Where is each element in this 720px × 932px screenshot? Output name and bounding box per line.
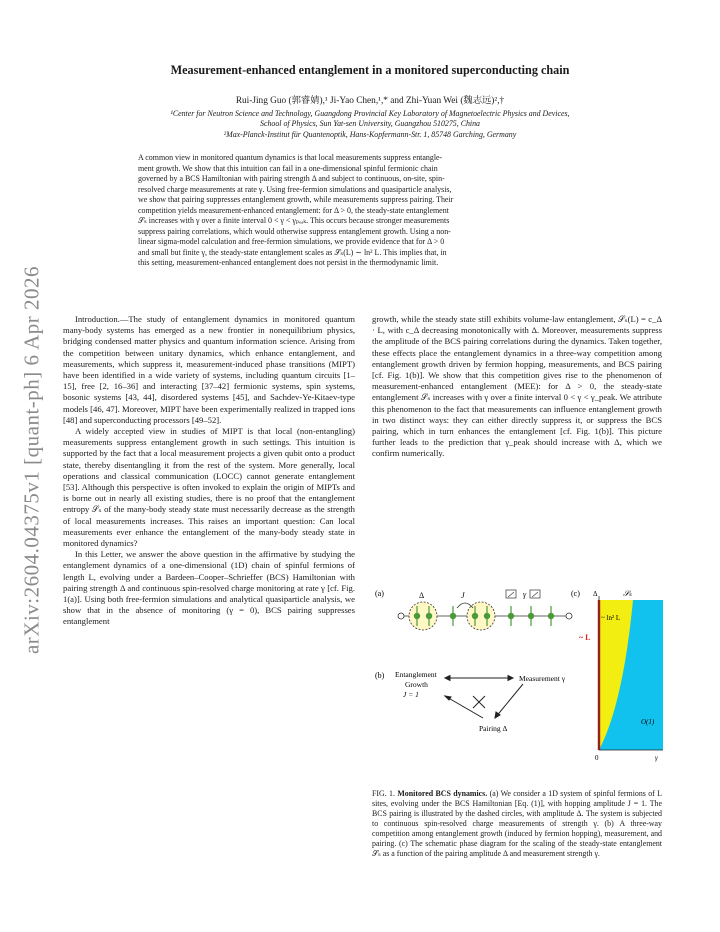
arxiv-side-banner [12,250,52,670]
c-x-axis-label: γ [655,754,658,762]
delta-label: Δ [419,591,425,600]
meter-icon [530,590,540,598]
figure-caption [372,789,662,859]
b-pairing-label: Pairing Δ [479,724,508,733]
caption-text: (a) We consider a 1D system of spinful fermions of L sites, evolving under the BCS Hamiltonian [Eq. (1)], with hopping amplitude J = 1. The BCS pairing is illustrated by the dashed circles, with amplitude Δ. The system is subjected to continuous spin-resolved charge measurements of strength γ. (b) A three-way competition among entanglement growth (induced by fermion hopping), measurement, and pairing. (c) The schematic phase diagram for the scaling of the steady-state entanglement 𝒮ₛ as a function of the pairing amplitude Δ and measurement strength γ. [372,789,662,858]
paragraph-continued: growth, while the steady state still exhibits volume-law entanglement, 𝒮ₛ(L) = c_Δ · L, with c_Δ decreasing monotonically with Δ. Moreover, measurements suppress the amplitude of the BCS pairing correlations during the dynamics. Taken together, these effects place the entanglement dynamics in a three-way competition among entanglement growth driven by fermion hopping, measurements, and BCS pairing [cf. Fig. 1(b)]. We show that this competition gives rise to the phenomenon of measurement-enhanced entanglement (MEE): for Δ > 0, the steady-state entanglement 𝒮ₛ increases with γ over a finite interval 0 < γ < γ_peak. We attribute this phenomenon to the fact that measurements can influence entanglement growth in two distinct ways: they can either directly suppress it, or suppress the BCS pairing, which in turn enhances the entanglement [cf. Fig. 1(b)]. This picture further leads to the prediction that γ_peak should increase with Δ, which we confirm numerically. [372,314,662,459]
affiliation-line: School of Physics, Sun Yat-sen University, Guangzhou 510275, China [260,119,480,129]
author-list: Rui-Jing Guo (郭睿婧),¹ Ji-Yao Chen,¹,* and Zhi-Yuan Wei (魏志远)²,† [235,96,505,106]
abstract: A common view in monitored quantum dynamics is that local measurements suppress entangle- ment growth. We show that this intuition can fail in a one-dimensional spinful fermionic chain governed by a BCS Hamiltonian with pairing strength Δ and subject to continuous, on-site, spin- resolved charge measurements at rate γ. Using free-fermion simulations and quasiparticle analysis, we show that pairing suppresses entanglement growth, while measurements suppress pairing. Their competition yields measurement-enhanced entanglement: for Δ > 0, the steady-state entanglement 𝒮ₛ increases with γ over a finite interval 0 < γ < γₚₑₐₖ. This occurs because stronger measurements suppress pairing correlations, which would otherwise suppress entanglement growth. Using a non- linear sigma-model calculation and free-fermion simulations, we provide evidence that for Δ > 0 and small but finite γ, the steady-state entanglement scales as 𝒮ₛ(L) ∼ ln² L. This implies that, in this setting, measurement-enhanced entanglement does not persist in the thermodynamic limit. [138,153,454,267]
panel-a-label: (a) [375,589,384,598]
figure-1-graphic [373,584,663,780]
c-ln-label: ~ ln² L [601,614,621,622]
b-growth-label: Growth [405,680,428,689]
paragraph-view: A widely accepted view in studies of MIPT is that local (non-entangling) measurements suppress entanglement growth in such settings. This intuition is supported by the fact that a local measurement projects a given qubit onto a product state, thereby disentangling it from the rest of the system. More generally, local operations and classical communication (LOCC) cannot generate entanglement [53]. Although this perspective is often invoked to explain the origin of MIPTs and is borne out in nearly all existing studies, there is no proof that the entanglement entropy 𝒮ₛ of the many-body steady state must necessarily decrease as the strength of local measurements increases. This raises an important question: Can local measurements ever enhance the entanglement of the many-body steady state in monitored dynamics? [63,426,355,549]
affiliation-line: ¹Center for Neutron Science and Technology, Guangdong Provincial Key Laboratory of Magnetoelectric Physics and Devices, [170,109,570,118]
chain-end-site [566,613,572,619]
caption-label: FIG. 1. [372,789,395,798]
c-l-label: ~ L [579,633,591,642]
left-column [63,314,355,628]
b-measurement-label: Measurement γ [519,674,566,683]
suppression-cross [473,696,485,708]
figure-1 [373,584,663,780]
hopping-label: J [461,591,465,600]
paragraph-introduction: Introduction.—The study of entanglement dynamics in monitored quantum many-body systems has emerged as a new frontier in nonequilibrium physics, bridging condensed matter physics and quantum information science. Arising from the competition between unitary dynamics, which enhance entanglement, and measurements, which suppress it, measurement-induced phase transitions (MIPT) have been identified in a wide variety of systems, including quantum circuits [1–15], free [2, 16–36] and interacting [37–42] fermionic systems, spin systems, bosonic systems [43, 44], disordered systems [45], and Sachdev-Ye-Kitaev-type models [46, 47]. Moreover, MIPT have been experimentally realized in trapped ions [48] and superconducting processors [49–52]. [63,314,355,425]
paper-title: Measurement-enhanced entanglement in a monitored superconducting chain [170,63,570,77]
c-y-axis-label: Δ [593,590,598,598]
b-j-label: J = 1 [403,690,419,699]
right-column [372,314,662,460]
panel-c-label: (c) [571,589,580,598]
c-origin-label: 0 [595,754,599,762]
panel-b-label: (b) [375,671,385,680]
c-o1-label: O(1) [641,718,655,726]
affiliation-line: ²Max-Planck-Institut für Quantenoptik, Hans-Kopfermann-Str. 1, 85748 Garching, Germany [223,129,517,139]
pairing-circle [409,602,437,630]
c-title: 𝒮ₛ [623,589,632,598]
caption-title: Monitored BCS dynamics. [397,789,488,798]
b-entanglement-label: Entanglement [395,670,437,679]
meter-icon [506,590,516,598]
gamma-label: γ [523,590,527,599]
chain-end-site [398,613,404,619]
paragraph-letter: In this Letter, we answer the above question in the affirmative by studying the entanglement dynamics of a one-dimensional (1D) chain of spinful fermions of length L, evolving under a Bardeen–Cooper–Schrieffer (BCS) Hamiltonian with pairing strength Δ and continuous spin-resolved charge monitoring at rate γ [cf. Fig. 1(a)]. Using both free-fermion simulations and analytical quasiparticle analysis, we show that in the absence of monitoring (γ = 0), BCS pairing suppresses entanglement [63,549,355,627]
affiliations [60,109,680,140]
arxiv-identifier: arXiv:2604.04375v1 [quant-ph] 6 Apr 2026 [19,265,44,655]
